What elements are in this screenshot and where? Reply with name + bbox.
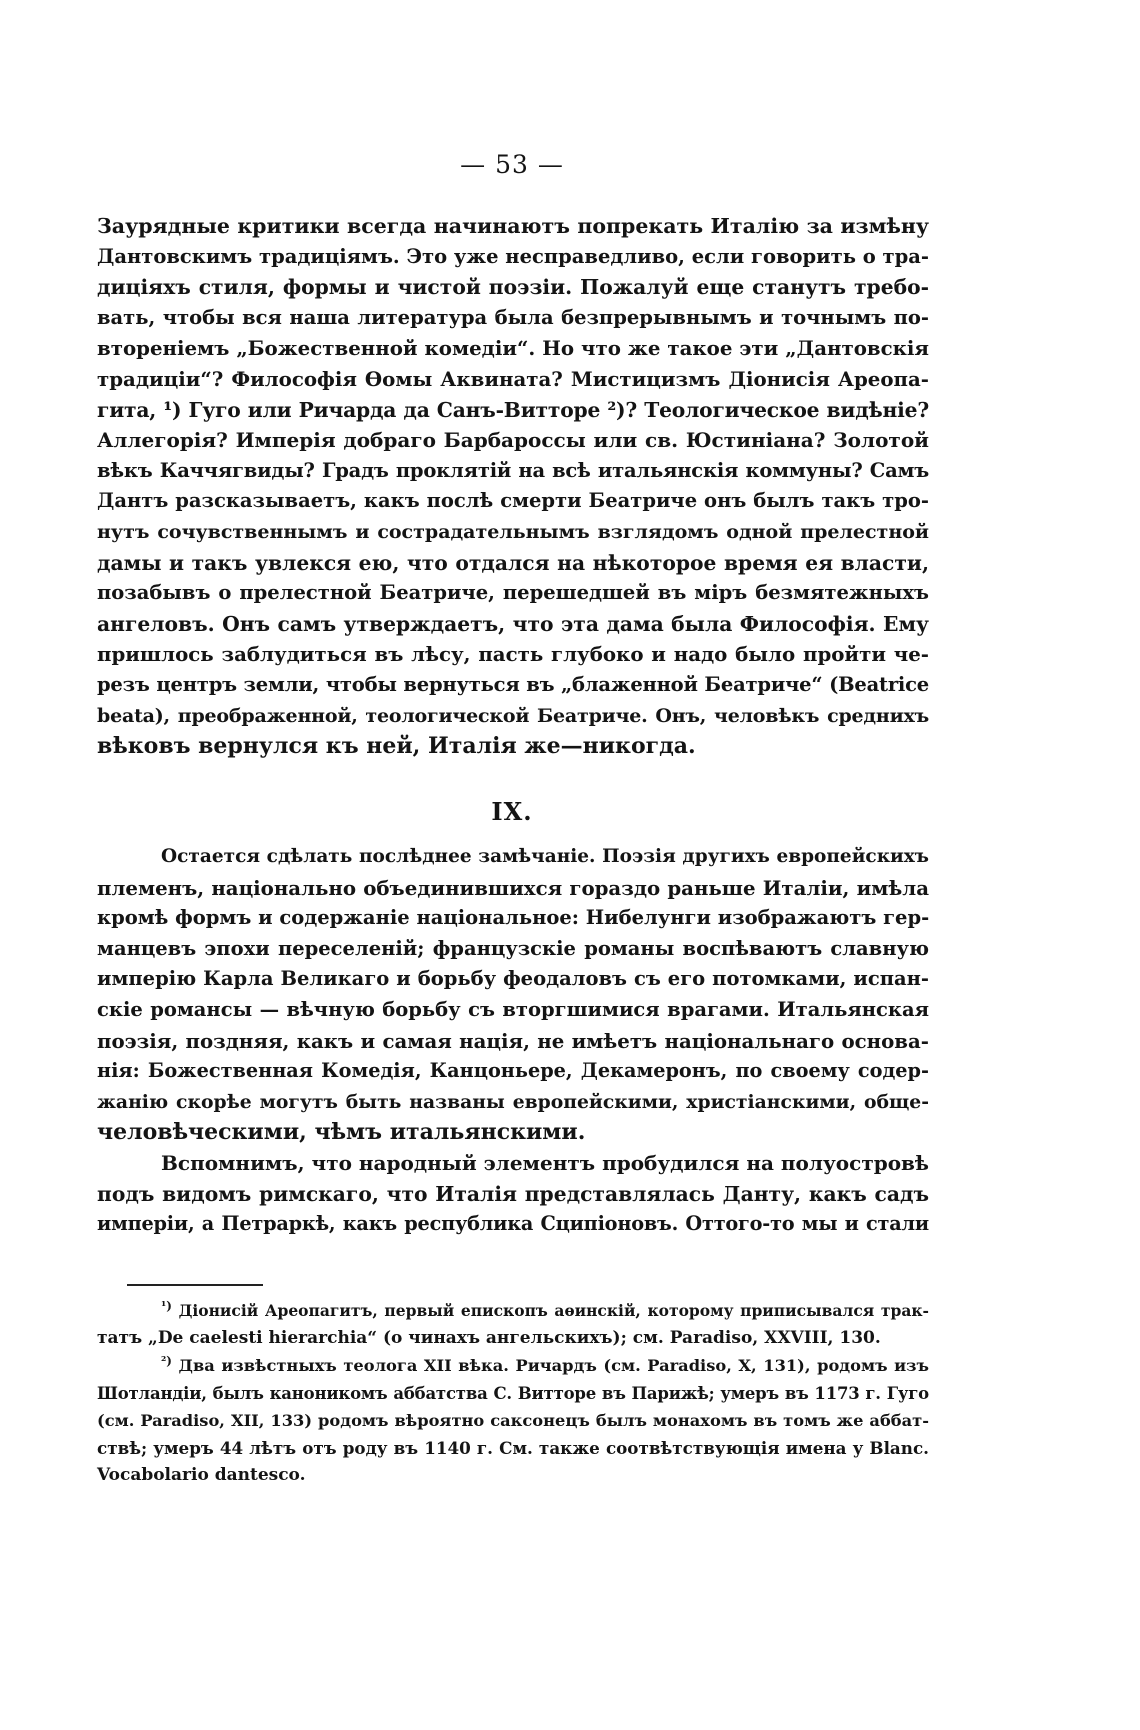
text-line: традиціи“? Философія Ѳомы Аквината? Мистицизмъ Діонисія Ареопа- (97, 366, 929, 391)
text-line: вѣкъ Каччягвиды? Градъ проклятій на всѣ итальянскія коммуны? Самъ (97, 458, 929, 482)
paragraph-1 (97, 211, 929, 762)
footnote-1-marker: ¹) (161, 1299, 172, 1313)
text-line: племенъ, національно объединившихся гораздо раньше Италіи, имѣла (97, 875, 929, 900)
text-line: резъ центръ земли, чтобы вернуться въ „блаженной Беатриче“ (Beatrice (97, 672, 929, 696)
section-heading: IX. (491, 797, 533, 826)
text-line: человѣческими, чѣмъ итальянскими. (97, 1119, 586, 1146)
footnote-1-line (97, 1297, 929, 1325)
footnote-2-marker: ²) (161, 1354, 172, 1368)
footnote-divider (127, 1284, 263, 1286)
footnote-1-line: татъ „De caelesti hierarchia“ (о чинахъ ангельскихъ); см. Paradiso, XXVIII, 130. (97, 1327, 881, 1348)
text-line: имперіи, а Петраркѣ, какъ республика Сципіоновъ. Оттого-то мы и стали (97, 1212, 929, 1236)
footnote-1-text: Діонисій Ареопагитъ, первый епископъ аѳинскій, которому приписывался трак- (178, 1301, 929, 1320)
footnotes (97, 1297, 929, 1490)
text-line: гита, ¹) Гуго или Ричарда да Санъ-Витторе ²)? Теологическое видѣніе? (97, 397, 929, 422)
text-line: Дантъ разсказываетъ, какъ послѣ смерти Беатриче онъ былъ такъ тро- (97, 489, 929, 513)
footnote-2-line: Шотландіи, былъ каноникомъ аббатства С. Витторе въ Парижѣ; умеръ въ 1173 г. Гуго (97, 1383, 929, 1403)
text-line: Дантовскимъ традиціямъ. Это уже несправедливо, если говорить о тра- (97, 244, 929, 268)
text-line: манцевъ эпохи переселеній; французскіе романы воспѣваютъ славную (97, 936, 929, 960)
text-line: скіе романсы — вѣчную борьбу съ вторгшимися врагами. Итальянская (97, 997, 929, 1021)
paragraph-2 (97, 842, 929, 1240)
text-line: подъ видомъ римскаго, что Италія представлялась Данту, какъ садъ (97, 1181, 929, 1206)
text-line: ангеловъ. Онъ самъ утверждаетъ, что эта дама была Философія. Ему (97, 611, 929, 636)
text-line: диціяхъ стиля, формы и чистой поэзіи. Пожалуй еще станутъ требо- (97, 275, 929, 300)
page-number: — 53 — (460, 150, 564, 179)
text-line: нія: Божественная Комедія, Канцоньере, Декамеронъ, по своему содер- (97, 1059, 929, 1083)
text-line: дамы и такъ увлекся ею, что отдался на нѣкоторое время ея власти, (97, 550, 929, 575)
footnote-2-line: (см. Paradiso, XII, 133) родомъ вѣроятно саксонецъ былъ монахомъ въ томъ же аббат- (97, 1411, 929, 1430)
text-line: кромѣ формъ и содержаніе національное: Нибелунги изображаютъ гер- (97, 906, 930, 930)
text-line: Вспомнимъ, что народный элементъ пробудился на полуостровѣ (161, 1150, 929, 1175)
text-line: вать, чтобы вся наша литература была безпрерывнымъ и точнымъ по- (97, 305, 929, 329)
text-line: поэзія, поздняя, какъ и самая нація, не имѣетъ національнаго основа- (97, 1028, 929, 1053)
footnote-2-text: Два извѣстныхъ теолога XII вѣка. Ричардъ (см. Paradiso, X, 131), родомъ изъ (178, 1356, 929, 1375)
text-line: имперію Карла Великаго и борьбу феодаловъ съ его потомками, испан- (97, 967, 929, 991)
text-line: beata), преображенной, теологической Беатриче. Онъ, человѣкъ среднихъ (97, 704, 929, 727)
footnote-2-line: ствѣ; умеръ 44 лѣтъ отъ роду въ 1140 г. См. также соотвѣтствующія имена у Blanc. (97, 1437, 929, 1458)
text-line: пришлось заблудиться въ лѣсу, пасть глубоко и надо было пройти че- (97, 642, 929, 667)
text-line: вѣковъ вернулся къ ней, Италія же—никогда. (97, 733, 696, 760)
text-line: нутъ сочувственнымъ и сострадательнымъ взглядомъ одной прелестной (97, 520, 929, 543)
text-line: Остается сдѣлать послѣднее замѣчаніе. Поэзія другихъ европейскихъ (161, 846, 929, 867)
footnote-2-line: Vocabolario dantesco. (97, 1465, 306, 1485)
text-line: жанію скорѣе могутъ быть названы европейскими, христіанскими, обще- (97, 1090, 929, 1113)
text-line: втореніемъ „Божественной комедіи“. Но что же такое эти „Дантовскія (97, 336, 929, 361)
text-line: Аллегорія? Имперія добраго Барбароссы или св. Юстиніана? Золотой (97, 428, 929, 453)
text-line: Заурядные критики всегда начинаютъ попрекать Италію за измѣну (97, 214, 929, 238)
text-line: позабывъ о прелестной Беатриче, перешедшей въ міръ безмятежныхъ (97, 581, 929, 605)
footnote-2-line (97, 1352, 929, 1380)
